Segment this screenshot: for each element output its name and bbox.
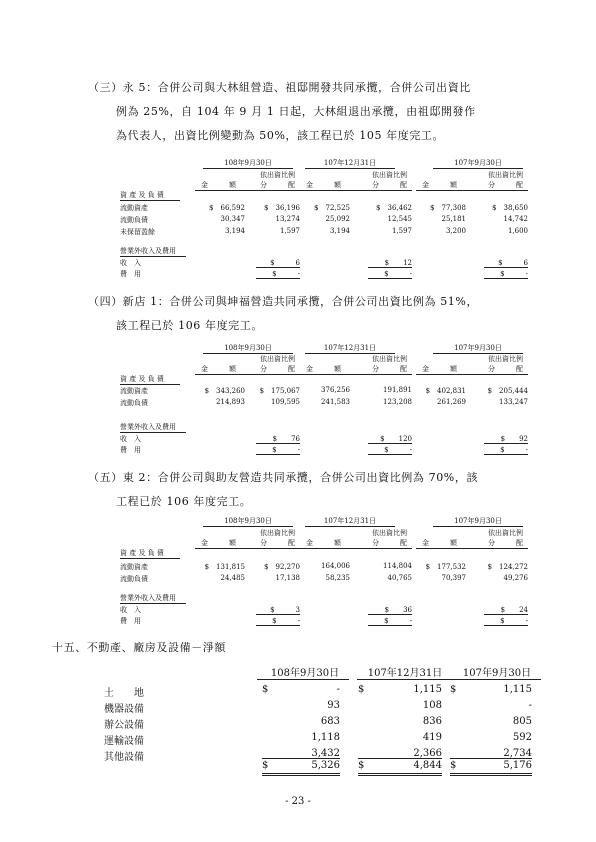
row-value: 3,200 (445, 227, 466, 235)
ppe-row-value: - (528, 700, 532, 711)
row-value: 13,274 (275, 215, 300, 223)
period-header: 107年9月30日 (454, 344, 502, 352)
row-value: 191,891 (383, 386, 412, 394)
ppe-row-value: - (336, 684, 340, 695)
row-label: 流動負債 (120, 399, 148, 407)
balance-title-underline (120, 200, 180, 201)
row-value: 70,397 (441, 574, 466, 582)
col-head-underline (300, 190, 412, 191)
ppe-row-label: 辦公設備 (104, 720, 144, 731)
col-head-ratio-top: 依出資比例 (488, 529, 523, 537)
income-title-underline (120, 256, 186, 257)
ppe-total-value: 4,844 (413, 760, 442, 771)
col-head-amount: 金 額 (306, 539, 341, 547)
ppe-row-value: 2,734 (503, 748, 532, 759)
balance-title-underline (120, 384, 180, 385)
paragraph-line: 例為 25%，自 104 年 9 月 1 日起，大林組退出承攬，由祖邸開發作 (116, 105, 476, 118)
row-value: $ 72,525 (314, 204, 350, 212)
income-row-value: $ 36 (384, 606, 412, 614)
ppe-row-label: 運輸設備 (104, 736, 144, 747)
income-row-value: $ - (500, 446, 528, 454)
row-value: 25,092 (325, 215, 350, 223)
ppe-row-value: 805 (512, 716, 532, 727)
col-head-ratio-top: 依出資比例 (372, 529, 407, 537)
paragraph-line: 工程已於 106 年度完工。 (116, 495, 252, 508)
income-row-value: $ 24 (500, 606, 528, 614)
col-head-ratio-top: 依出資比例 (372, 355, 407, 363)
col-head-underline (195, 548, 300, 549)
row-value: $ 175,067 (259, 387, 300, 395)
ppe-row-value: 1,115 (413, 684, 442, 695)
row-label: 流動資產 (120, 204, 148, 212)
col-head-underline (416, 374, 528, 375)
dollar-sign: $ (358, 684, 365, 695)
income-expense-title: 營業外收入及費用 (120, 423, 176, 431)
income-row-value: $ - (384, 270, 412, 278)
ppe-row-label: 機器設備 (104, 704, 144, 715)
col-head-ratio-bottom: 分 配 (260, 539, 295, 547)
value-underline (484, 625, 528, 626)
income-row-value: $ 3 (270, 606, 300, 614)
income-row-value: $ - (272, 617, 300, 625)
ppe-header: 108年9月30日 (270, 668, 340, 679)
row-value: 58,235 (325, 574, 350, 582)
row-value: $ 343,260 (204, 387, 245, 395)
value-underline (368, 278, 412, 279)
row-value: 1,597 (391, 227, 412, 235)
row-value: 25,181 (441, 215, 466, 223)
row-label: 未保留盈餘 (120, 228, 155, 236)
income-row-label: 收 入 (120, 606, 141, 614)
balance-title: 資 產 及 負 債 (120, 191, 164, 199)
col-head-amount: 金 額 (201, 365, 236, 373)
ppe-total-double-line (358, 773, 442, 776)
col-head-ratio-bottom: 分 配 (372, 539, 407, 547)
row-value: $ 205,444 (487, 387, 528, 395)
value-underline (484, 267, 528, 268)
income-title-underline (120, 603, 186, 604)
row-value: $ 38,650 (492, 204, 528, 212)
page-number: - 23 - (285, 796, 311, 807)
paragraph-line: 該工程已於 106 年度完工。 (116, 319, 263, 332)
period-header: 107年12月31日 (323, 344, 377, 352)
col-head-underline (416, 548, 528, 549)
row-value: $ 77,308 (430, 204, 466, 212)
period-header: 107年12月31日 (323, 159, 377, 167)
ppe-subtotal-line (358, 758, 442, 759)
row-value: $ 36,196 (264, 204, 300, 212)
paragraph-line: （五）東 2：合併公司與助友營造共同承攬，合併公司出資比例為 70%，該 (88, 471, 479, 484)
row-label: 流動負債 (120, 216, 148, 224)
col-head-underline (195, 190, 300, 191)
period-header: 108年9月30日 (224, 344, 272, 352)
col-head-amount: 金 額 (422, 539, 457, 547)
balance-title: 資 產 及 負 債 (120, 549, 164, 557)
income-row-label: 收 入 (120, 435, 141, 443)
value-underline (368, 625, 412, 626)
value-underline (256, 267, 300, 268)
row-value: 123,208 (383, 398, 412, 406)
row-value: 17,138 (275, 574, 300, 582)
row-value: 261,269 (437, 398, 466, 406)
income-row-value: $ 76 (272, 435, 300, 443)
col-head-ratio-top: 依出資比例 (260, 171, 295, 179)
col-head-ratio-bottom: 分 配 (488, 539, 523, 547)
income-row-value: $ 6 (270, 259, 300, 267)
ppe-title: 十五、不動產、廠房及設備－淨額 (52, 641, 226, 654)
col-head-ratio-bottom: 分 配 (372, 181, 407, 189)
value-underline (368, 443, 412, 444)
ppe-total-double-line (450, 773, 532, 776)
row-value: 12,545 (387, 215, 412, 223)
col-head-ratio-top: 依出資比例 (488, 171, 523, 179)
dollar-sign: $ (450, 684, 457, 695)
income-row-value: $ 12 (384, 259, 412, 267)
row-value: 214,893 (216, 398, 245, 406)
row-label: 流動負債 (120, 575, 148, 583)
ppe-row-value: 3,432 (311, 748, 340, 759)
header-underline (305, 526, 395, 527)
ppe-total-value: 5,326 (311, 760, 340, 771)
paragraph-line: 為代表人，出資比例變動為 50%，該工程已於 105 年度完工。 (116, 129, 445, 142)
col-head-amount: 金 額 (306, 181, 341, 189)
dollar-sign: $ (358, 760, 365, 771)
value-underline (368, 454, 412, 455)
row-value: $ 92,270 (264, 563, 300, 571)
section-5-paragraph (88, 466, 478, 514)
ppe-total-value: 5,176 (503, 760, 532, 771)
income-row-label: 費 用 (120, 446, 141, 454)
ppe-row-value: 592 (512, 732, 532, 743)
income-row-label: 費 用 (120, 270, 141, 278)
ppe-row-label: 土 地 (104, 688, 144, 699)
col-head-amount: 金 額 (306, 365, 341, 373)
value-underline (484, 454, 528, 455)
ppe-header-underline (357, 679, 449, 680)
ppe-subtotal-line (450, 758, 532, 759)
ppe-header-underline (257, 679, 349, 680)
row-value: 1,597 (279, 227, 300, 235)
value-underline (256, 278, 300, 279)
balance-title: 資 產 及 負 債 (120, 375, 164, 383)
value-underline (484, 614, 528, 615)
ppe-subtotal-line (262, 758, 340, 759)
income-row-value: $ 120 (380, 435, 412, 443)
value-underline (256, 454, 300, 455)
ppe-row-value: 1,118 (311, 732, 340, 743)
paragraph-line: （四）新店 1：合併公司與坤福營造共同承攬，合併公司出資比例為 51%， (88, 295, 479, 308)
ppe-row-value: 2,366 (413, 748, 442, 759)
income-title-underline (120, 432, 186, 433)
col-head-amount: 金 額 (201, 181, 236, 189)
period-header: 107年12月31日 (323, 517, 377, 525)
row-value: 376,256 (321, 386, 350, 394)
col-head-ratio-bottom: 分 配 (488, 365, 523, 373)
row-value: 40,765 (387, 574, 412, 582)
row-label: 流動資產 (120, 387, 148, 395)
col-head-ratio-top: 依出資比例 (260, 529, 295, 537)
header-underline (433, 168, 523, 169)
income-row-value: $ - (384, 446, 412, 454)
col-head-amount: 金 額 (422, 181, 457, 189)
col-head-ratio-bottom: 分 配 (488, 181, 523, 189)
row-value: 114,804 (383, 562, 412, 570)
header-underline (203, 168, 293, 169)
col-head-underline (195, 374, 300, 375)
dollar-sign: $ (450, 760, 457, 771)
ppe-header: 107年9月30日 (462, 668, 532, 679)
col-head-underline (300, 374, 412, 375)
period-header: 107年9月30日 (454, 159, 502, 167)
income-row-label: 收 入 (120, 259, 141, 267)
value-underline (484, 443, 528, 444)
row-value: $ 177,532 (425, 563, 466, 571)
col-head-amount: 金 額 (201, 539, 236, 547)
header-underline (433, 526, 523, 527)
income-row-value: $ 92 (500, 435, 528, 443)
row-label: 流動資產 (120, 563, 148, 571)
income-row-value: $ 6 (498, 259, 528, 267)
dollar-sign: $ (262, 684, 269, 695)
income-expense-title: 營業外收入及費用 (120, 594, 176, 602)
period-header: 108年9月30日 (224, 517, 272, 525)
header-underline (203, 526, 293, 527)
paragraph-line: （三）永 5：合併公司與大林組營造、祖邸開發共同承攬，合併公司出資比 (88, 81, 471, 94)
row-value: 3,194 (224, 227, 245, 235)
row-value: 164,006 (321, 562, 350, 570)
ppe-row-value: 93 (327, 700, 340, 711)
ppe-row-value: 683 (320, 716, 340, 727)
col-head-ratio-top: 依出資比例 (260, 355, 295, 363)
section-4-paragraph (88, 290, 478, 338)
value-underline (256, 625, 300, 626)
ppe-row-value: 108 (422, 700, 442, 711)
ppe-header-underline (449, 679, 541, 680)
value-underline (368, 267, 412, 268)
row-value: 109,595 (271, 398, 300, 406)
row-value: 30,347 (220, 215, 245, 223)
value-underline (256, 443, 300, 444)
dollar-sign: $ (262, 760, 269, 771)
row-value: $ 131,815 (204, 563, 245, 571)
income-row-value: $ - (272, 270, 300, 278)
row-value: 133,247 (499, 398, 528, 406)
ppe-row-value: 836 (422, 716, 442, 727)
col-head-ratio-top: 依出資比例 (372, 171, 407, 179)
col-head-underline (300, 548, 412, 549)
row-value: 49,276 (503, 574, 528, 582)
row-value: $ 402,831 (425, 387, 466, 395)
header-underline (305, 168, 395, 169)
row-value: 14,742 (503, 215, 528, 223)
col-head-underline (416, 190, 528, 191)
ppe-row-value: 419 (422, 732, 442, 743)
row-value: 241,583 (321, 398, 350, 406)
income-row-label: 費 用 (120, 617, 141, 625)
ppe-header: 107年12月31日 (367, 668, 443, 679)
row-value: 24,485 (220, 574, 245, 582)
col-head-ratio-bottom: 分 配 (372, 365, 407, 373)
row-value: 1,600 (507, 227, 528, 235)
income-expense-title: 營業外收入及費用 (120, 247, 176, 255)
ppe-row-label: 其他設備 (104, 752, 144, 763)
col-head-ratio-bottom: 分 配 (260, 365, 295, 373)
period-header: 107年9月30日 (454, 517, 502, 525)
income-row-value: $ - (500, 270, 528, 278)
ppe-total-double-line (262, 773, 340, 776)
income-row-value: $ - (384, 617, 412, 625)
col-head-amount: 金 額 (422, 365, 457, 373)
income-row-value: $ - (500, 617, 528, 625)
income-row-value: $ - (272, 446, 300, 454)
value-underline (368, 614, 412, 615)
value-underline (256, 614, 300, 615)
row-value: $ 36,462 (376, 204, 412, 212)
section-3-paragraph (88, 76, 476, 148)
ppe-row-value: 1,115 (503, 684, 532, 695)
row-value: 3,194 (329, 227, 350, 235)
period-header: 108年9月30日 (224, 159, 272, 167)
row-value: $ 66,592 (209, 204, 245, 212)
col-head-ratio-bottom: 分 配 (260, 181, 295, 189)
value-underline (484, 278, 528, 279)
col-head-ratio-top: 依出資比例 (488, 355, 523, 363)
balance-title-underline (120, 558, 180, 559)
row-value: $ 124,272 (487, 563, 528, 571)
